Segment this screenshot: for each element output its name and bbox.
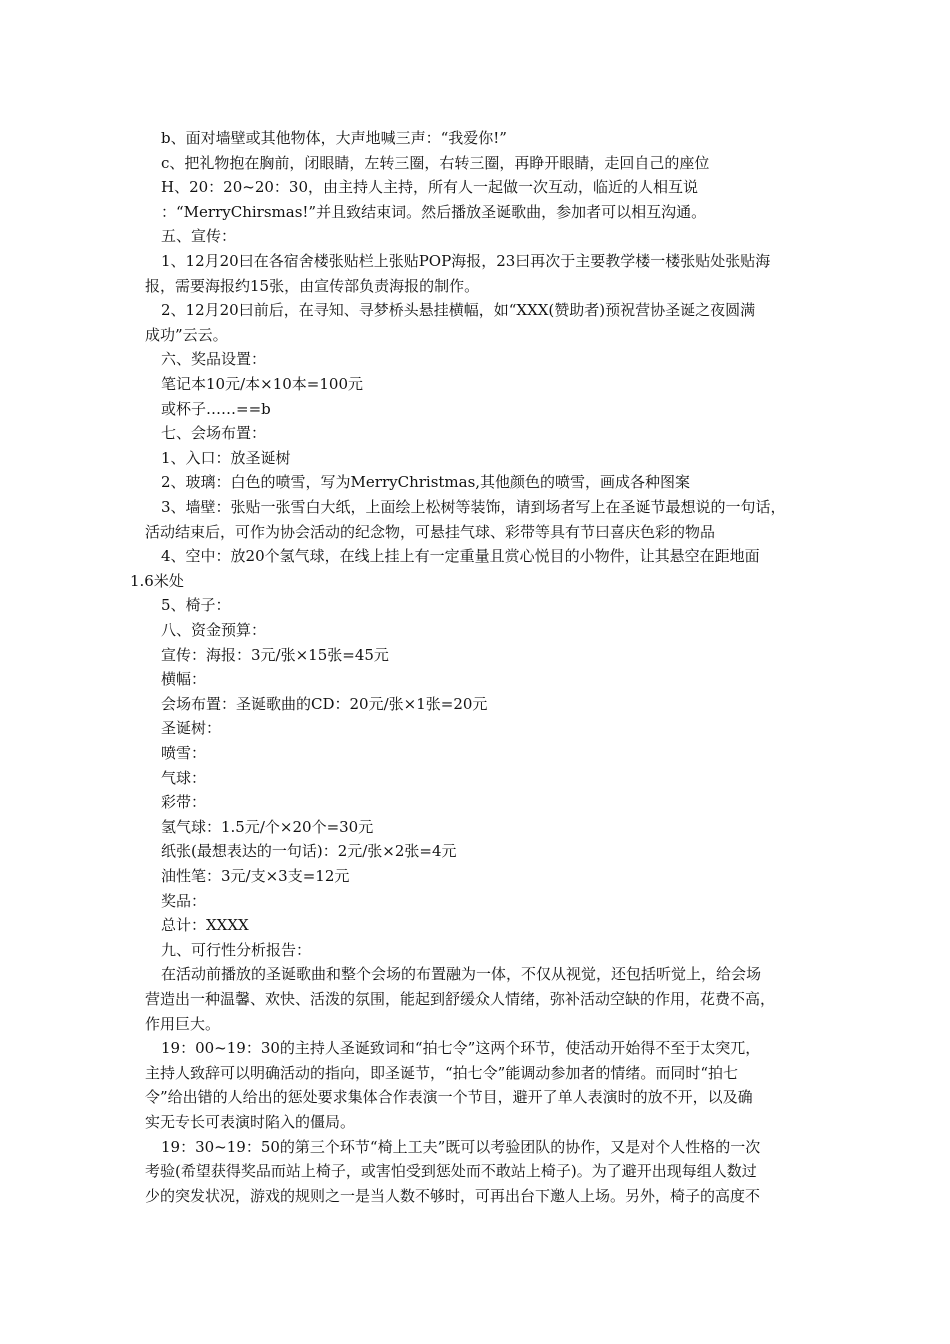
document-line [0,913,950,938]
document-line [0,249,950,274]
document-line-text: 油性笔：3元/支×3支=12元 [161,867,350,885]
document-line-text: 气球： [161,768,207,787]
document-line [0,839,950,864]
document-line [0,151,950,176]
document-line-text: H、20：20~20：30，由主持人主持，所有人一起做一次互动，临近的人相互说 [161,178,699,197]
document-line [0,224,950,249]
document-line-text: 19：30~19：50的第三个环节“椅上工夫”既可以考验团队的协作，又是对个人性格的一次 [161,1137,761,1156]
document-line-text: 令”给出错的人给出的惩处要求集体合作表演一个节目，避开了单人表演时的放不开，以及确 [145,1088,753,1107]
document-line [0,446,950,471]
document-line-text: 营造出一种温馨、欢快、活泼的氛围，能起到舒缓众人情绪，弥补活动空缺的作用，花费不高， [145,990,776,1008]
document-line [0,1012,950,1037]
document-line [0,397,950,422]
document-line-text: 或杯子……==b [161,399,271,418]
document-line-text: 1、入口：放圣诞树 [161,448,291,467]
document-line [0,1110,950,1135]
document-line [0,889,950,914]
document-line [0,470,950,495]
document-line [0,593,950,618]
document-line [0,274,950,299]
document-line-text: 活动结束后，可作为协会活动的纪念物，可悬挂气球、彩带等具有节曰喜庆色彩的物品 [145,522,716,541]
document-line-text: 宣传：海报：3元/张×15张=45元 [161,645,389,664]
document-line [0,962,950,987]
document-line [0,569,950,594]
document-line-text: 5、椅子： [161,596,231,615]
document-line-text: 六、奖品设置： [161,350,267,369]
document-line-text: 报，需要海报约15张，由宣传部负责海报的制作。 [145,276,480,295]
document-line-text: 作用巨大。 [145,1014,221,1033]
document-line-text: 1、12月20曰在各宿舍楼张贴栏上张贴POP海报，23曰再次于主要教学楼一楼张贴处张贴海 [161,252,771,270]
document-line-text: 在活动前播放的圣诞歌曲和整个会场的布置融为一体，不仅从视觉，还包括听觉上，给会场 [161,965,762,984]
document-line-text: 纸张(最想表达的一句话)：2元/张×2张=4元 [161,842,457,861]
document-line-text: ：“MerryChirsmas!”并且致结束词。然后播放圣诞歌曲，参加者可以相互沟通。 [161,202,707,221]
document-line-text: 考验(希望获得奖品而站上椅子，或害怕受到惩处而不敢站上椅子)。为了避开出现每组人数过 [145,1162,757,1181]
document-line-text: 圣诞树： [161,719,222,738]
document-line-text: 横幅： [161,670,207,689]
document-line-text: c、把礼物抱在胸前，闭眼睛，左转三圈，右转三圈，再睁开眼睛，走回自己的座位 [161,153,710,172]
document-line [0,1135,950,1160]
document-line [0,938,950,963]
document-line-text: 2、12月20曰前后，在寻知、寻梦桥头悬挂横幅，如“XXX(赞助者)预祝营协圣诞之夜圆满 [161,301,756,320]
document-line [0,987,950,1012]
document-line [0,544,950,569]
document-line-text: 九、可行性分析报告： [161,940,312,959]
document-line [0,200,950,225]
document-line [0,667,950,692]
document-line-text: 少的突发状况，游戏的规则之一是当人数不够时，可再出台下邀人上场。另外，椅子的高度不 [145,1186,761,1205]
document-line-text: 19：00~19：30的主持人圣诞致词和“拍七令”这两个环节，使活动开始得不至于太突兀， [161,1039,761,1058]
document-line [0,864,950,889]
document-line [0,421,950,446]
document-line [0,1061,950,1086]
document-line [0,1036,950,1061]
document-line-text: b、面对墙壁或其他物体，大声地喊三声：“我爱你!” [161,129,507,147]
document-line [0,643,950,668]
document-line [0,347,950,372]
document-line-text: 奖品： [161,891,207,910]
document-line-text: 喷雪： [161,744,207,762]
document-line [0,1159,950,1184]
document-line-text: 笔记本10元/本×10本=100元 [161,375,363,393]
document-line-text: 4、空中：放20个氢气球，在线上挂上有一定重量且赏心悦目的小物件，让其悬空在距地面 [161,547,760,566]
document-line [0,372,950,397]
document-line [0,692,950,717]
document-line-text: 3、墙壁：张贴一张雪白大纸，上面绘上松树等装饰，请到场者写上在圣诞节最想说的一句话， [161,498,786,516]
document-line [0,741,950,766]
document-line-text: 实无专长可表演时陷入的僵局。 [145,1113,356,1131]
document-line-text: 主持人致辞可以明确活动的指向，即圣诞节，“拍七令”能调动参加者的情绪。而同时“拍七 [145,1063,739,1082]
document-line-text: 总计：XXXX [161,916,249,935]
document-line [0,495,950,520]
document-line [0,1184,950,1209]
document-line-text: 2、玻璃：白色的喷雪，写为MerryChristmas,其他颜色的喷雪，画成各种图案 [161,473,691,492]
document-line [0,1085,950,1110]
document-line [0,520,950,545]
document-line [0,815,950,840]
document-line-text: 氢气球：1.5元/个×20个=30元 [161,817,374,836]
document-line [0,298,950,323]
document-line-text: 七、会场布置： [161,424,267,443]
document-line-text: 五、宣传： [161,227,237,246]
document-line-text: 彩带： [161,793,207,812]
document-line [0,618,950,643]
document-line [0,716,950,741]
document-line [0,766,950,791]
document-line [0,323,950,348]
document-line [0,175,950,200]
document-line-text: 成功”云云。 [145,325,228,344]
document-line-text: 八、资金预算： [161,621,267,639]
document-line-text: 会场布置：圣诞歌曲的CD：20元/张×1张=20元 [161,694,488,713]
document-line [0,126,950,151]
document-line-text: 1.6米处 [130,571,184,590]
document-line [0,790,950,815]
